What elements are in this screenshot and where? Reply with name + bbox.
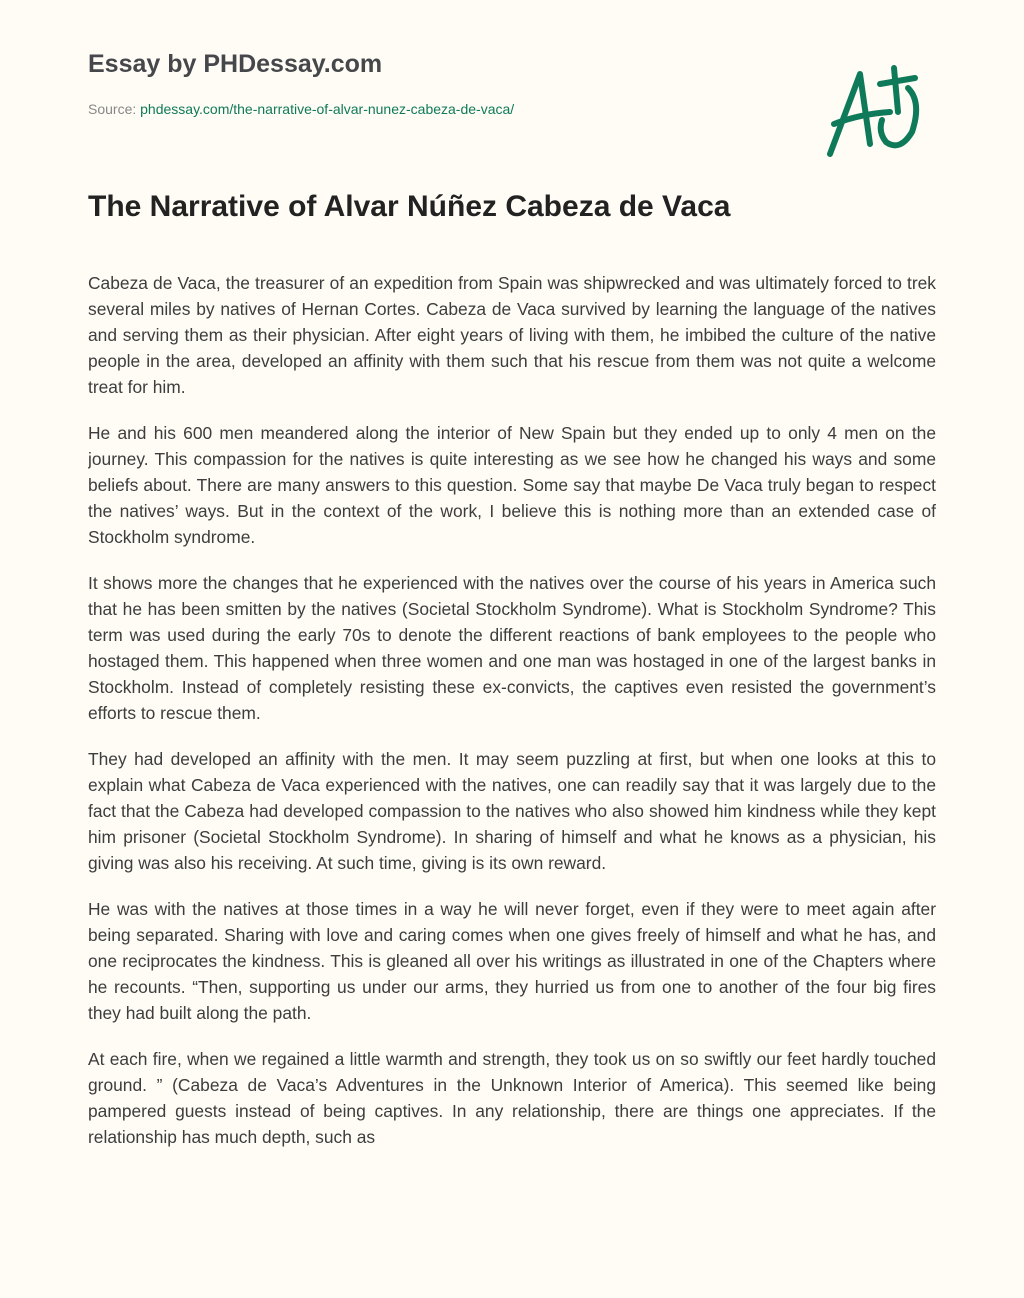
- page-title: The Narrative of Alvar Núñez Cabeza de Vaca: [88, 190, 731, 223]
- paragraph: They had developed an affinity with the men. It may seem puzzling at first, but when one looks at this to explain what Cabeza de Vaca experienced with the natives, one can readily say that it was largely due to the fact that the Cabeza had developed compassion to the natives who also showed him kindness while they kept him prisoner (Societal Stockholm Syndrome). In sharing of himself and what he knows as a physician, his giving was also his receiving. At such time, giving is its own reward.: [88, 749, 936, 873]
- paragraph: He was with the natives at those times in a way he will never forget, even if they were to meet again after being separated. Sharing with love and caring comes when one gives freely of himself and what he has, and one reciprocates the kindness. This is gleaned all over his writings as illustrated in one of the Chapters where he recounts. “Then, supporting us under our arms, they hurried us from one to another of the four big fires they had built along the path.: [88, 899, 936, 1023]
- a-plus-logo-icon: [820, 62, 930, 162]
- paragraph: It shows more the changes that he experienced with the natives over the course of his years in America such that he has been smitten by the natives (Societal Stockholm Syndrome). What is Stockholm Syndrome? This term was used during the early 70s to denote the different reactions of bank employees to the people who hostaged them. This happened when three women and one man was hostaged in one of the largest banks in Stockholm. Instead of completely resisting these ex-convicts, the captives even resisted the government’s efforts to rescue them.: [88, 573, 936, 723]
- paragraph: He and his 600 men meandered along the interior of New Spain but they ended up to only 4 men on the journey. This compassion for the natives is quite interesting as we see how he changed his ways and some beliefs about. There are many answers to this question. Some say that maybe De Vaca truly began to respect the natives’ ways. But in the context of the work, I believe this is nothing more than an extended case of Stockholm syndrome.: [88, 423, 936, 547]
- source-label: Source:: [88, 101, 137, 117]
- source-line: [88, 101, 514, 117]
- paragraph: At each fire, when we regained a little warmth and strength, they took us on so swiftly our feet hardly touched ground. ” (Cabeza de Vaca’s Adventures in the Unknown Interior of America). This seemed like being pampered guests instead of being captives. In any relationship, there are things one appreciates. If the relationship has much depth, such as: [88, 1049, 936, 1147]
- site-brand: Essay by PHDessay.com: [88, 50, 383, 78]
- paragraph: Cabeza de Vaca, the treasurer of an expedition from Spain was shipwrecked and was ultimately forced to trek several miles by natives of Hernan Cortes. Cabeza de Vaca survived by learning the language of the natives and serving them as their physician. After eight years of living with them, he imbibed the culture of the native people in the area, developed an affinity with them such that his rescue from them was not quite a welcome treat for him.: [88, 273, 936, 397]
- essay-body: [88, 270, 936, 1253]
- source-link[interactable]: phdessay.com/the-narrative-of-alvar-nunez-cabeza-de-vaca/: [140, 101, 515, 117]
